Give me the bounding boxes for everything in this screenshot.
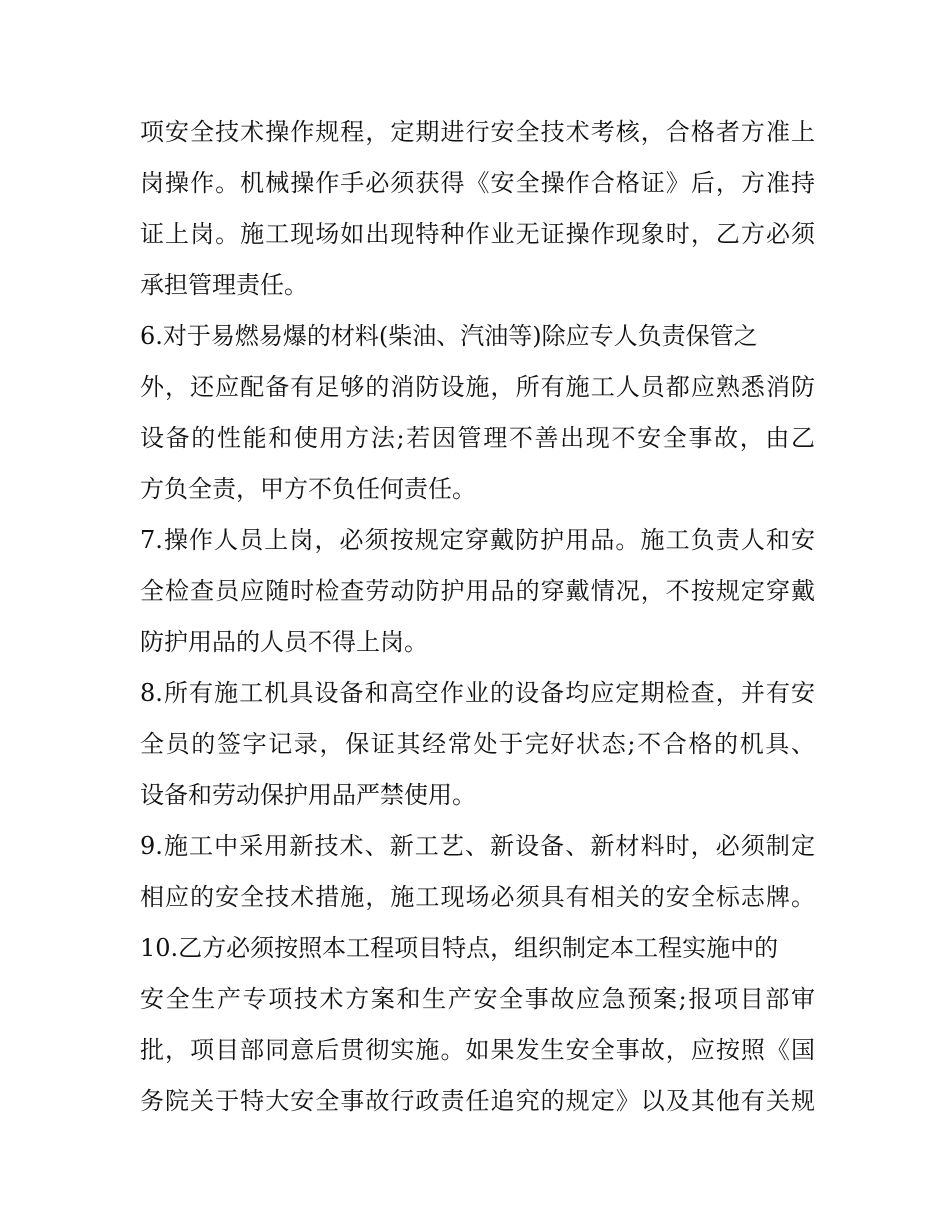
text-line: 全检查员应随时检查劳动防护用品的穿戴情况，不按规定穿戴	[140, 577, 815, 605]
text-line: 防护用品的人员不得上岗。	[140, 628, 428, 656]
text-line: 10.乙方必须按照本工程项目特点，组织制定本工程实施中的	[140, 934, 779, 962]
text-line: 批，项目部同意后贯彻实施。如果发生安全事故，应按照《国	[140, 1036, 815, 1064]
text-line: 6.对于易燃易爆的材料(柴油、汽油等)除应专人负责保管之	[140, 322, 758, 350]
text-line: 承担管理责任。	[140, 271, 308, 299]
text-line: 外，还应配备有足够的消防设施，所有施工人员都应熟悉消防	[140, 373, 815, 401]
text-line: 务院关于特大安全事故行政责任追究的规定》以及其他有关规	[140, 1087, 815, 1115]
text-line: 安全生产专项技术方案和生产安全事故应急预案;报项目部审	[140, 985, 815, 1013]
text-line: 相应的安全技术措施，施工现场必须具有相关的安全标志牌。	[140, 883, 815, 911]
text-line: 证上岗。施工现场如出现特种作业无证操作现象时，乙方必须	[140, 220, 815, 248]
text-line: 全员的签字记录，保证其经常处于完好状态;不合格的机具、	[140, 730, 815, 758]
document-body	[140, 107, 815, 1127]
text-line: 项安全技术操作规程，定期进行安全技术考核，合格者方准上	[140, 118, 815, 146]
text-line: 方负全责，甲方不负任何责任。	[140, 475, 476, 503]
text-line: 7.操作人员上岗，必须按规定穿戴防护用品。施工负责人和安	[140, 526, 815, 554]
text-line: 岗操作。机械操作手必须获得《安全操作合格证》后，方准持	[140, 169, 815, 197]
text-line: 9.施工中采用新技术、新工艺、新设备、新材料时，必须制定	[140, 832, 815, 860]
text-line: 设备和劳动保护用品严禁使用。	[140, 781, 476, 809]
text-line: 设备的性能和使用方法;若因管理不善出现不安全事故，由乙	[140, 424, 815, 452]
text-line: 8.所有施工机具设备和高空作业的设备均应定期检查，并有安	[140, 679, 815, 707]
